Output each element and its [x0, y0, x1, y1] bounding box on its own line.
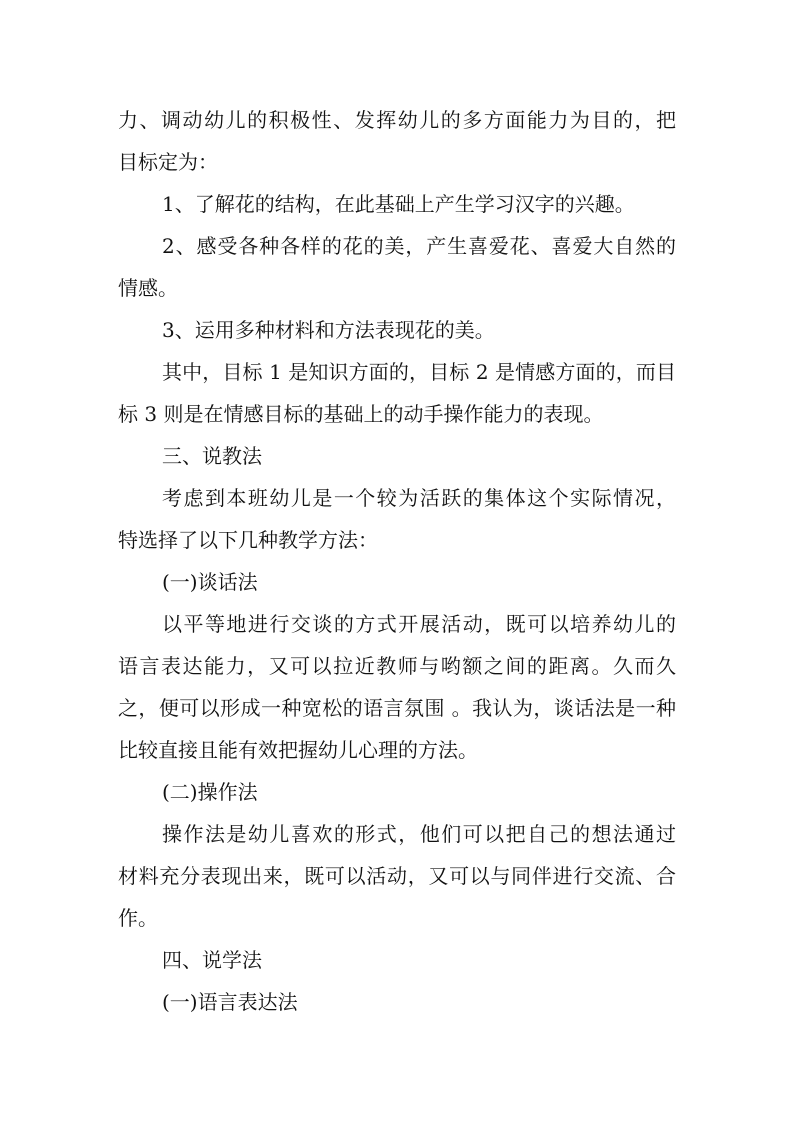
goal-item-3: 3、运用多种材料和方法表现花的美。 [162, 318, 495, 342]
paragraph-line: 之，便可以形成一种宽松的语言氛围 。我认为，谈话法是一种 [118, 696, 676, 720]
section-heading-teaching-methods: 三、说教法 [162, 444, 262, 468]
paragraph-line: 语言表达能力，又可以拉近教师与哟额之间的距离。久而久 [118, 654, 676, 678]
paragraph-line: 操作法是幼儿喜欢的形式，他们可以把自己的想法通过 [162, 822, 676, 846]
paragraph-line: 力、调动幼儿的积极性、发挥幼儿的多方面能力为目的，把 [118, 108, 676, 132]
paragraph-line: 特选择了以下几种教学方法： [118, 528, 378, 552]
subheading-operation-method: (二)操作法 [162, 780, 258, 804]
subheading-conversation-method: (一)谈话法 [162, 570, 258, 594]
subheading-language-expression-method: (一)语言表达法 [162, 990, 298, 1014]
section-heading-learning-methods: 四、说学法 [162, 948, 262, 972]
paragraph-line: 以平等地进行交谈的方式开展活动，既可以培养幼儿的 [162, 612, 676, 636]
paragraph-line: 材料充分表现出来，既可以活动，又可以与同伴进行交流、合 [118, 864, 676, 888]
paragraph-line: 考虑到本班幼儿是一个较为活跃的集体这个实际情况， [162, 486, 676, 510]
goal-item-1: 1、了解花的结构，在此基础上产生学习汉字的兴趣。 [162, 192, 635, 216]
paragraph-line: 比较直接且能有效把握幼儿心理的方法。 [118, 738, 478, 762]
paragraph-line: 标 3 则是在情感目标的基础上的动手操作能力的表现。 [118, 402, 604, 426]
paragraph-line: 作。 [118, 906, 158, 930]
goal-item-2: 2、感受各种各样的花的美，产生喜爱花、喜爱大自然的 [162, 234, 676, 258]
paragraph-line: 情感。 [118, 276, 178, 300]
paragraph-line: 目标定为： [118, 150, 218, 174]
paragraph-line: 其中，目标 1 是知识方面的，目标 2 是情感方面的，而目 [162, 360, 676, 384]
